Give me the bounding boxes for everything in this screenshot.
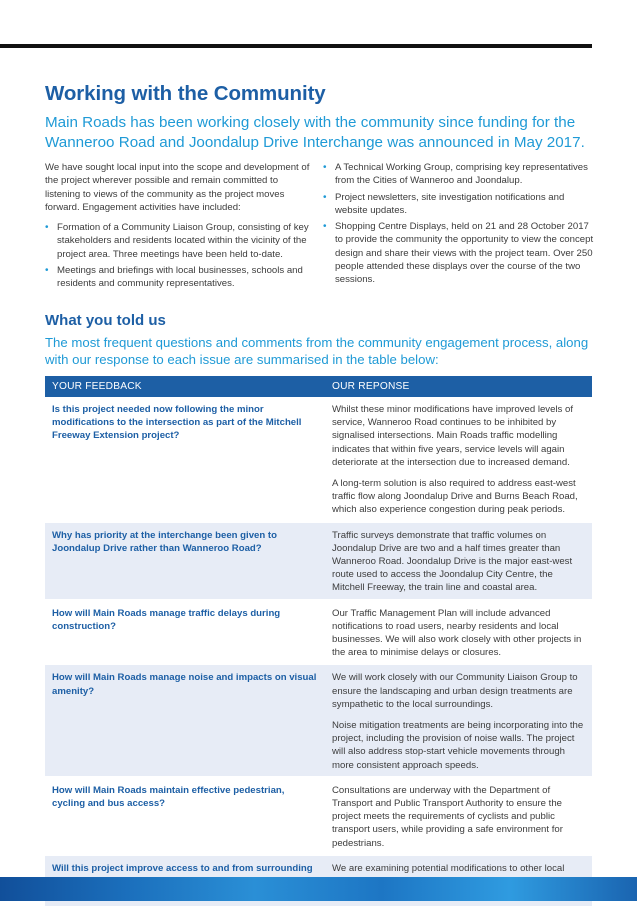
section-heading: What you told us bbox=[45, 312, 166, 329]
intro-right-column bbox=[323, 161, 595, 290]
table-header-row bbox=[45, 376, 592, 397]
header-your-feedback: YOUR FEEDBACK bbox=[45, 376, 325, 397]
feedback-question: Why has priority at the interchange been given to Joondalup Drive rather than Wanneroo Road? bbox=[45, 522, 325, 600]
feedback-question: Is this project needed now following the minor modifications to the intersection as part of the Mitchell Freeway Extension project? bbox=[45, 397, 325, 522]
list-item: • Formation of a Community Liaison Group, consisting of key stakeholders and residents located within the vicinity of the project area. Three meetings have been held to-date. bbox=[45, 222, 309, 260]
bullet-icon: • bbox=[323, 191, 327, 203]
table-row bbox=[45, 664, 592, 776]
feedback-question: How will Main Roads manage noise and impacts on visual amenity? bbox=[45, 664, 325, 776]
feedback-response: We are examining potential modifications to other local bbox=[325, 855, 592, 907]
bullet-icon: • bbox=[45, 222, 49, 234]
bullet-icon: • bbox=[323, 221, 327, 233]
list-item: • Shopping Centre Displays, held on 21 and 28 October 2017 to provide the community the opportunity to view the concept design and share their views with the project team. Over 250 people attended these displays over the course of the two sessions. bbox=[323, 221, 594, 286]
page-title: Working with the Community bbox=[45, 82, 326, 105]
top-rule bbox=[0, 44, 592, 48]
feedback-response: Consultations are underway with the Department of Transport and Public Transport Authority to ensure the project meets the requirements of cyclists and public transport users, while providing a safe environment for pedestrians. bbox=[325, 777, 592, 855]
section-lead: The most frequent questions and comments from the community engagement process, along with our response to each issue are summarised in the table below: bbox=[45, 335, 589, 367]
feedback-response: Whilst these minor modifications have improved levels of service, Wanneroo Road continues to be inhibited by signalised intersections. Main Roads traffic modelling indicates that within five years, service levels will again deteriorate at the intersection due to increased demand. A long-term solution is also required to address east-west traffic flow along Joondalup Drive and Burns Beach Road, which also experience congestion during peak periods. bbox=[325, 397, 592, 522]
list-item: • Meetings and briefings with local businesses, schools and residents and community representatives. bbox=[45, 265, 303, 290]
activities-list-right bbox=[323, 161, 595, 287]
feedback-response: Our Traffic Management Plan will include advanced notifications to road users, nearby residents and local businesses. We will also work closely with other projects in the area to minimise delays or closures. bbox=[325, 600, 592, 665]
table-row bbox=[45, 600, 592, 665]
activities-list-left bbox=[45, 221, 313, 290]
table-row bbox=[45, 397, 592, 522]
table-row bbox=[45, 777, 592, 855]
list-item: • Project newsletters, site investigation notifications and website updates. bbox=[323, 191, 565, 216]
feedback-question: How will Main Roads manage traffic delays during construction? bbox=[45, 600, 325, 665]
footer-band bbox=[0, 877, 637, 901]
feedback-table bbox=[45, 376, 592, 908]
feedback-response: Traffic surveys demonstrate that traffic volumes on Joondalup Drive are two and a half times greater than Wanneroo Road. Joondalup Drive is the major east-west route used to access the Joondalup City Centre, the Mitchell Freeway, the train line and coastal area. bbox=[325, 522, 592, 600]
feedback-response: We will work closely with our Community Liaison Group to ensure the landscaping and urban design treatments are sympathetic to the local surroundings. Noise mitigation treatments are being incorporating into the project, including the provision of noise walls. The project will also address stop-start vehicle movements through more consistent approach speeds. bbox=[325, 664, 592, 776]
bullet-icon: • bbox=[323, 162, 327, 173]
lead-paragraph: Main Roads has been working closely with the community since funding for the Wanneroo Road and Joondalup Drive Interchange was announced in May 2017. bbox=[45, 114, 585, 151]
table-row bbox=[45, 522, 592, 600]
header-our-response: OUR REPONSE bbox=[325, 376, 592, 397]
intro-left-column bbox=[45, 161, 313, 294]
list-item: • A Technical Working Group, comprising key representatives from the Cities of Wanneroo and Joondalup. bbox=[323, 162, 588, 187]
bullet-icon: • bbox=[45, 265, 49, 277]
feedback-question: How will Main Roads maintain effective pedestrian, cycling and bus access? bbox=[45, 777, 325, 855]
feedback-question: Will this project improve access to and from surrounding bbox=[45, 855, 325, 907]
intro-paragraph: We have sought local input into the scope and development of the project wherever possible and remain committed to listening to views of the community as the project moves forward. Engagement activities have included: bbox=[45, 162, 310, 213]
